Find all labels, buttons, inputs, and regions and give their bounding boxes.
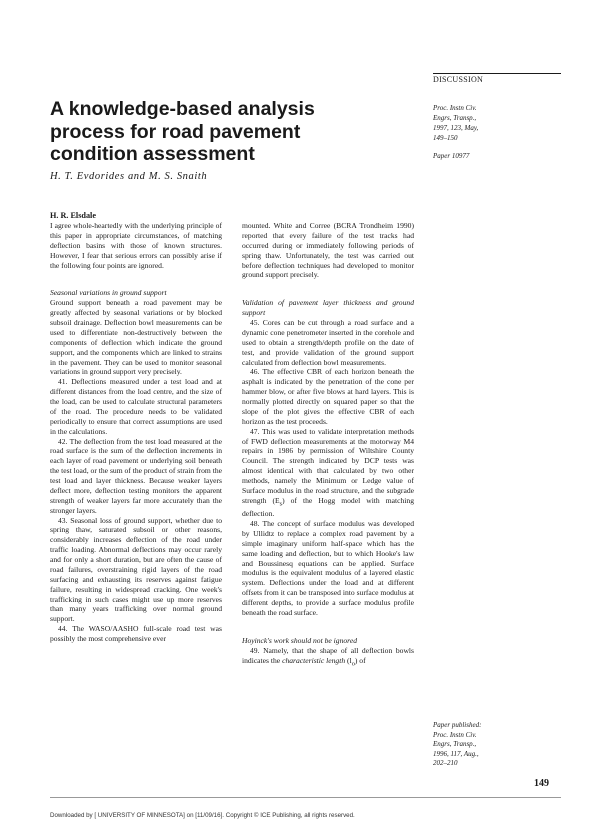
article-title: A knowledge-based analysis process for road pavement condition assessment: [50, 98, 315, 165]
intro-paragraph: I agree whole-heartedly with the underlying principle of this paper in appropriate circumstances, of matching deflection basins with those of known structures. However, I fear that serious errors can possibly arise if the following four points are ignored.: [50, 221, 222, 270]
paragraph-44-continued: mounted. White and Corree (BCRA Trondheim 1990) reported that every failure of the test tracks had occurred during or immediately following periods of spring thaw. Unfortunately, the test was carried out before deflection techniques had developed to monitor ground support precisely.: [242, 221, 414, 280]
paragraph-seasonal: Ground support beneath a road pavement may be greatly affected by seasonal variations or by blocked subsoil drainage. Deflection bowl measurements can be used to differentiate non-destructively between the components of deflection which indicate the ground support, and the components which are linked to strains in the pavement. They can be used to monitor seasonal variations in ground support very precisely.: [50, 298, 222, 377]
paragraph-47-text-end: ) of the Hogg model with matching deflection.: [242, 495, 414, 519]
discussant-name: H. R. Elsdale: [50, 211, 96, 220]
paragraph-49-text: 49. Namely, that the shape of all deflection bowls indicates the: [242, 645, 414, 665]
paragraph-49-italic: characteristic length: [282, 655, 346, 665]
article-authors: H. T. Evdorides and M. S. Snaith: [50, 171, 208, 182]
paragraph-48: 48. The concept of surface modulus was developed by Ullidtz to replace a complex road pavement by a simple imaginary uniform half-space which has the same loading and deflection, but to which Hooke's law and Boussinesq equations can be applied. Surface modulus is the equivalent modulus of a layered elastic system. Deflections under the load and at different offsets from it can be transposed into surface modulus at different depths, to provide a surface modulus profile beneath the road surface.: [242, 519, 414, 617]
footer-rule: [50, 797, 561, 798]
section-rule: [433, 73, 561, 74]
published-line: 202–210: [433, 759, 458, 767]
published-line: Proc. Instn Civ.: [433, 730, 477, 739]
paragraph-49-text-mid: (l: [345, 655, 352, 665]
download-footer: Downloaded by [ UNIVERSITY OF MINNESOTA] on [11/09/16]. Copyright © ICE Publishing, all rights reserved.: [50, 812, 355, 819]
paragraph-42: 42. The deflection from the test load measured at the road surface is the sum of the deflection increments in each layer of road pavement or underlying soil beneath the test load, or the sum of the product of strain from the test load and layer thickness. Because weaker layers deflect more, deflection testing monitors the apparent strength of weaker layers far more accurately than the stronger layers.: [50, 436, 222, 515]
citation-line: Proc. Instn Civ.: [433, 104, 477, 112]
citation-line: Engrs, Transp.,: [433, 114, 477, 122]
paragraph-45: 45. Cores can be cut through a road surface and a dynamic cone penetrometer inserted in the corehole and used to obtain a strength/depth profile on the date of test, and provide validation of the ground support calculated from deflection bowl measurements.: [242, 318, 414, 367]
column-right: [242, 211, 414, 669]
paragraph-41: 41. Deflections measured under a test load and at different distances from the load centre, and the size of the load, can be used to calculate structural parameters of the road. The procedure needs to be validated periodically to ensure that correct assumptions are used in the calculations.: [50, 377, 222, 436]
published-label: Paper published:: [433, 721, 482, 729]
subscript-o: o: [351, 660, 355, 668]
column-left: [50, 211, 222, 644]
paragraph-44: 44. The WASO/AASHO full-scale road test was possibly the most comprehensive ever: [50, 624, 222, 643]
paragraph-43: 43. Seasonal loss of ground support, whether due to spring thaw, saturated subsoil or other reasons, considerably increases deflection of the road under traffic loading. Abnormal deflections may occur rarely and for only a short duration, but are often the cause of road failures, overstraining rigid layers of the road surfacing and exhausting its reserves against fatigue failure, resulting in widespread cracking. One week's trafficking in such cases might use up more reserves than many years trafficking over normal ground support.: [50, 515, 222, 624]
page-number: 149: [534, 778, 549, 789]
published-sidebar: [433, 721, 558, 769]
paragraph-46: 46. The effective CBR of each horizon beneath the asphalt is indicated by the penetration of the cone per hammer blow, or after five blows at hard layers. This is normally plotted directly on squared paper so that the slope of the plot gives the effective CBR of each horizon as the test proceeds.: [242, 367, 414, 426]
paragraph-47-text: 47. This was used to validate interpretation methods of FWD deflection measurements at the motorway M4 repairs in 1986 by permission of Wiltshire County Council. The strength indicated by DCP tests was almost identical with that calculated by two other methods, namely the Minimum or Ledge value of Surface modulus in the road structure, and the subgrade strength (E: [242, 426, 414, 505]
citation-line: 149–150: [433, 134, 458, 142]
section-heading-hoyinck: Hoyinck's work should not be ignored: [242, 635, 358, 645]
paragraph-49: [242, 646, 414, 669]
section-label: DISCUSSION: [433, 75, 484, 84]
paper-number: Paper 10977: [433, 152, 470, 160]
paragraph-47: [242, 427, 414, 519]
paragraph-49-text-end: ) of: [354, 655, 366, 665]
section-heading-validation: Validation of pavement layer thickness and ground support: [242, 298, 414, 318]
section-heading-seasonal: Seasonal variations in ground support: [50, 288, 167, 298]
published-line: 1996, 117, Aug.,: [433, 749, 479, 758]
subscript-s: s: [279, 500, 283, 508]
published-line: Engrs, Transp.,: [433, 740, 477, 748]
citation-line: 1997, 123, May,: [433, 124, 479, 132]
citation-sidebar: [433, 103, 558, 161]
